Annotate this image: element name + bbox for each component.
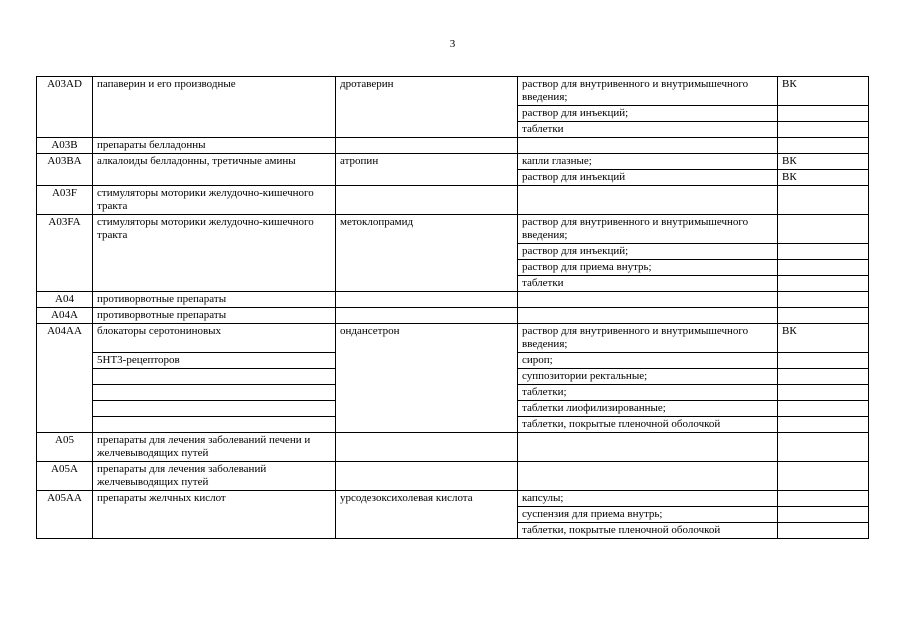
condition xyxy=(778,401,869,417)
atc-code: A03B xyxy=(37,138,93,154)
drug-name xyxy=(336,138,518,154)
dosage-form: раствор для инъекций; xyxy=(518,244,778,260)
atc-code: A05 xyxy=(37,433,93,462)
dosage-form: таблетки лиофилизированные; xyxy=(518,401,778,417)
group-name: алкалоиды белладонны, третичные амины xyxy=(93,154,336,186)
atc-code: A05AA xyxy=(37,491,93,539)
group-name: препараты белладонны xyxy=(93,138,336,154)
dosage-form: раствор для инъекций xyxy=(518,170,778,186)
condition xyxy=(778,260,869,276)
dosage-form: раствор для внутривенного и внутримышечного введения; xyxy=(518,324,778,353)
dosage-form: раствор для внутривенного и внутримышечного введения; xyxy=(518,77,778,106)
atc-code: A03FA xyxy=(37,215,93,292)
condition xyxy=(778,122,869,138)
condition xyxy=(778,369,869,385)
condition: ВК xyxy=(778,324,869,353)
condition: ВК xyxy=(778,170,869,186)
dosage-form: раствор для приема внутрь; xyxy=(518,260,778,276)
condition xyxy=(778,417,869,433)
atc-code: A03AD xyxy=(37,77,93,138)
condition xyxy=(778,353,869,369)
table-row xyxy=(37,324,869,353)
dosage-form xyxy=(518,186,778,215)
dosage-form: раствор для внутривенного и внутримышечного введения; xyxy=(518,215,778,244)
drug-name: урсодезоксихолевая кислота xyxy=(336,491,518,539)
atc-code: A03BA xyxy=(37,154,93,186)
group-name: препараты для лечения заболеваний желчевыводящих путей xyxy=(93,462,336,491)
condition xyxy=(778,276,869,292)
dosage-form xyxy=(518,138,778,154)
dosage-form: таблетки; xyxy=(518,385,778,401)
table-row xyxy=(37,77,869,106)
condition xyxy=(778,215,869,244)
condition xyxy=(778,138,869,154)
dosage-form xyxy=(518,433,778,462)
table-row xyxy=(37,308,869,324)
dosage-form xyxy=(518,308,778,324)
group-name: противорвотные препараты xyxy=(93,308,336,324)
table-row xyxy=(37,154,869,170)
drug-name: метоклопрамид xyxy=(336,215,518,292)
page-number: 3 xyxy=(449,38,456,50)
group-name-cont xyxy=(93,369,336,385)
drug-name: ондансетрон xyxy=(336,324,518,433)
dosage-form: таблетки, покрытые пленочной оболочкой xyxy=(518,417,778,433)
drug-table xyxy=(36,76,869,539)
condition xyxy=(778,433,869,462)
table-row xyxy=(37,491,869,507)
group-name: блокаторы серотониновых xyxy=(93,324,336,353)
dosage-form: таблетки, покрытые пленочной оболочкой xyxy=(518,523,778,539)
table-row xyxy=(37,138,869,154)
atc-code: A03F xyxy=(37,186,93,215)
group-name: стимуляторы моторики желудочно-кишечного тракта xyxy=(93,186,336,215)
dosage-form xyxy=(518,462,778,491)
atc-code: A04A xyxy=(37,308,93,324)
table-row xyxy=(37,292,869,308)
dosage-form: таблетки xyxy=(518,122,778,138)
dosage-form: капли глазные; xyxy=(518,154,778,170)
dosage-form: суспензия для приема внутрь; xyxy=(518,507,778,523)
drug-name xyxy=(336,186,518,215)
group-name: противорвотные препараты xyxy=(93,292,336,308)
condition xyxy=(778,491,869,507)
table-row xyxy=(37,462,869,491)
drug-name: атропин xyxy=(336,154,518,186)
condition xyxy=(778,523,869,539)
table-row xyxy=(37,433,869,462)
condition xyxy=(778,308,869,324)
drug-name xyxy=(336,308,518,324)
drug-name: дротаверин xyxy=(336,77,518,138)
group-name-cont xyxy=(93,417,336,433)
dosage-form: сироп; xyxy=(518,353,778,369)
group-name: стимуляторы моторики желудочно-кишечного тракта xyxy=(93,215,336,292)
group-name-cont: 5НТ3-рецепторов xyxy=(93,353,336,369)
atc-code: A05A xyxy=(37,462,93,491)
dosage-form xyxy=(518,292,778,308)
condition xyxy=(778,462,869,491)
drug-name xyxy=(336,292,518,308)
condition xyxy=(778,186,869,215)
group-name-cont xyxy=(93,401,336,417)
condition: ВК xyxy=(778,77,869,106)
condition xyxy=(778,244,869,260)
condition xyxy=(778,292,869,308)
atc-code: A04 xyxy=(37,292,93,308)
drug-name xyxy=(336,433,518,462)
group-name: папаверин и его производные xyxy=(93,77,336,138)
dosage-form: суппозитории ректальные; xyxy=(518,369,778,385)
dosage-form: раствор для инъекций; xyxy=(518,106,778,122)
table-row xyxy=(37,186,869,215)
condition xyxy=(778,507,869,523)
atc-code: A04AA xyxy=(37,324,93,433)
condition: ВК xyxy=(778,154,869,170)
drug-name xyxy=(336,462,518,491)
group-name-cont xyxy=(93,385,336,401)
group-name: препараты желчных кислот xyxy=(93,491,336,539)
condition xyxy=(778,385,869,401)
group-name: препараты для лечения заболеваний печени и желчевыводящих путей xyxy=(93,433,336,462)
table-row xyxy=(37,215,869,244)
dosage-form: таблетки xyxy=(518,276,778,292)
dosage-form: капсулы; xyxy=(518,491,778,507)
condition xyxy=(778,106,869,122)
